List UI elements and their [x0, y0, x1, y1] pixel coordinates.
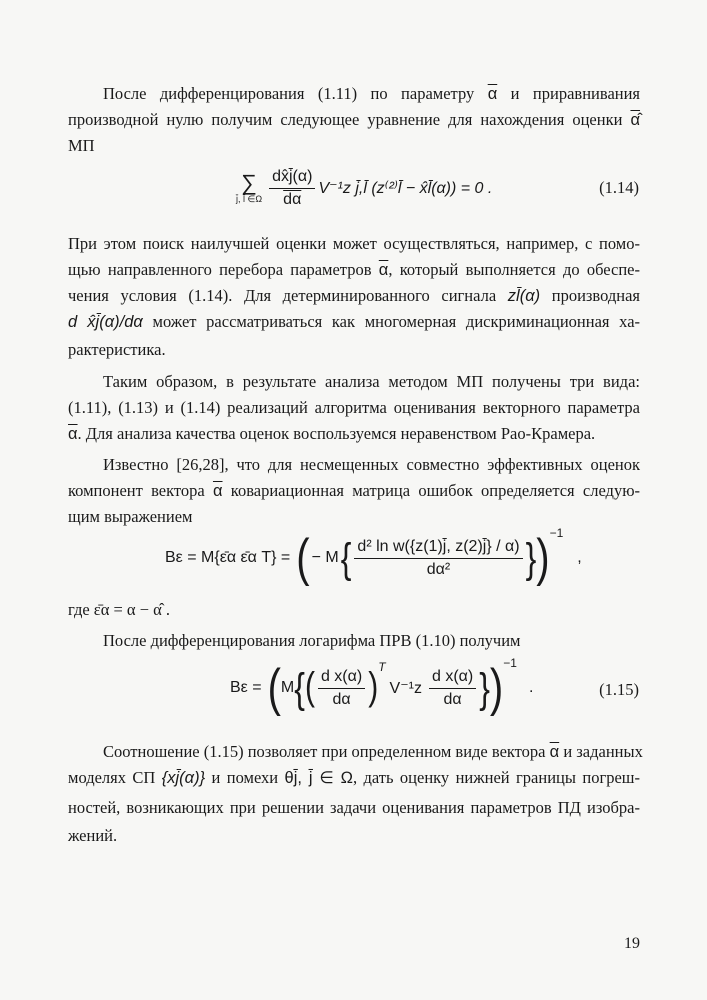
- fraction: $\frac{\text{d² ln w(\{z(1)j̄, z(2)j̄\} / α)}}{\text{dα²}}$: [354, 538, 522, 579]
- p2-line1: При этом поиск наилучшей оценки может осуществляться, например, с помо-: [68, 234, 640, 253]
- p5-line1: После дифференцирования логарифма ПРВ (1.10) получим: [103, 631, 521, 650]
- p1-line1: [103, 84, 640, 104]
- where-line: где ε̄α = α − α̂ .: [68, 600, 171, 619]
- alpha-symbol: $\overline{\alpha}$: [487, 85, 498, 103]
- alpha-symbol: $\overline{\alpha}$: [68, 425, 78, 443]
- alpha-symbol: $\overline{\alpha}$: [378, 261, 389, 279]
- equation-number-1-15: (1.15): [599, 680, 639, 699]
- noise-symbol: θj̄, j̄ ∈ Ω: [284, 769, 353, 787]
- p3-line3: $\overline{\alpha}$. Для анализа качества оценок воспользуемся неравенством Рао-Крамера.: [68, 424, 596, 443]
- p4-line2: компонент вектора $\overline{\alpha}$ ковариационная матрица ошибок определяется следую-: [68, 481, 641, 500]
- p6-line1: Соотношение (1.15) позволяет при определенном виде вектора $\overline{\alpha}$ и заданных: [103, 742, 643, 761]
- p2-line3: чения условия (1.14). Для детерминированного сигнала zl̄(α) производная: [68, 286, 641, 305]
- equation-covariance: Bε = M{ε̄α ε̄α T} = ( − M { $\frac{\text{d² ln w(\{z(1)j̄, z(2)j̄\} / α)}}{\text{dα²}}$ } ) −1 ,: [165, 526, 582, 587]
- derivative-symbol: d x̂j̄(α)/dα: [68, 313, 143, 331]
- p1-line2: [68, 110, 640, 130]
- fraction-1: $\frac{\text{d x(α)}}{d\alpha}$: [318, 668, 365, 709]
- fraction: $\frac{dx̂j̄(\alpha)}{d\alpha}$: [269, 168, 315, 209]
- p3-line2: (1.11), (1.13) и (1.14) реализаций алгоритма оценивания векторного параметра: [68, 398, 640, 417]
- page-number: 19: [624, 935, 640, 952]
- p3-line1: Таким образом, в результате анализа методом МП получены три вида:: [103, 372, 640, 391]
- sum-operator: ∑ j̄, l̄ ∈Ω: [236, 169, 263, 204]
- p6-line4: жений.: [68, 826, 118, 845]
- text: После дифференцирования (1.11) по параметру: [103, 84, 475, 103]
- text: производной нулю получим следующее уравнение для нахождения оценки: [68, 110, 623, 129]
- p4-line1: Известно [26,28], что для несмещенных совместно эффективных оценок: [103, 455, 640, 474]
- alpha-symbol: $\overline{\alpha}$: [549, 743, 560, 761]
- p2-line5: рактеристика.: [68, 340, 166, 359]
- text: и приравнивания: [510, 84, 641, 103]
- text: МП: [68, 136, 95, 155]
- p6-line3: ностей, возникающих при решении задачи оценивания параметров ПД изобра-: [68, 798, 640, 817]
- fraction-2: $\frac{\text{d x(α)}}{d\alpha}$: [429, 668, 476, 709]
- equation-number-1-14: (1.14): [599, 178, 639, 197]
- equation-1-15: Bε = ( M { ( $\frac{\text{d x(α)}}{d\alpha}$ ) T V⁻¹z $\frac{\text{d x(α)}}{d\alpha}$ } ) −1 .: [230, 656, 534, 717]
- p2-line4: d x̂j̄(α)/dα может рассматриваться как многомерная дискриминационная ха-: [68, 312, 641, 331]
- alpha-hat-symbol: α̂: [630, 111, 641, 129]
- p4-line3: щим выражением: [68, 507, 193, 526]
- p1-line3: [68, 136, 640, 156]
- signal-set-symbol: {xj̄(α)}: [161, 769, 206, 787]
- equation-1-14: [236, 160, 492, 216]
- signal-symbol: zl̄(α): [507, 287, 541, 305]
- p2-line2: щью направленного перебора параметров $\overline{\alpha}$, который выполняется до обеспе-: [68, 260, 641, 279]
- p6-line2: моделях СП {xj̄(α)} и помехи θj̄, j̄ ∈ Ω, дать оценку нижней границы погреш-: [68, 768, 640, 787]
- equation-body: V⁻¹z j̄,l̄ (z⁽²⁾l̄ − x̂l̄(α)) = 0 .: [318, 180, 493, 197]
- lhs: Bε = M{ε̄α ε̄α T} =: [165, 549, 291, 566]
- alpha-symbol: $\overline{\alpha}$: [212, 482, 223, 500]
